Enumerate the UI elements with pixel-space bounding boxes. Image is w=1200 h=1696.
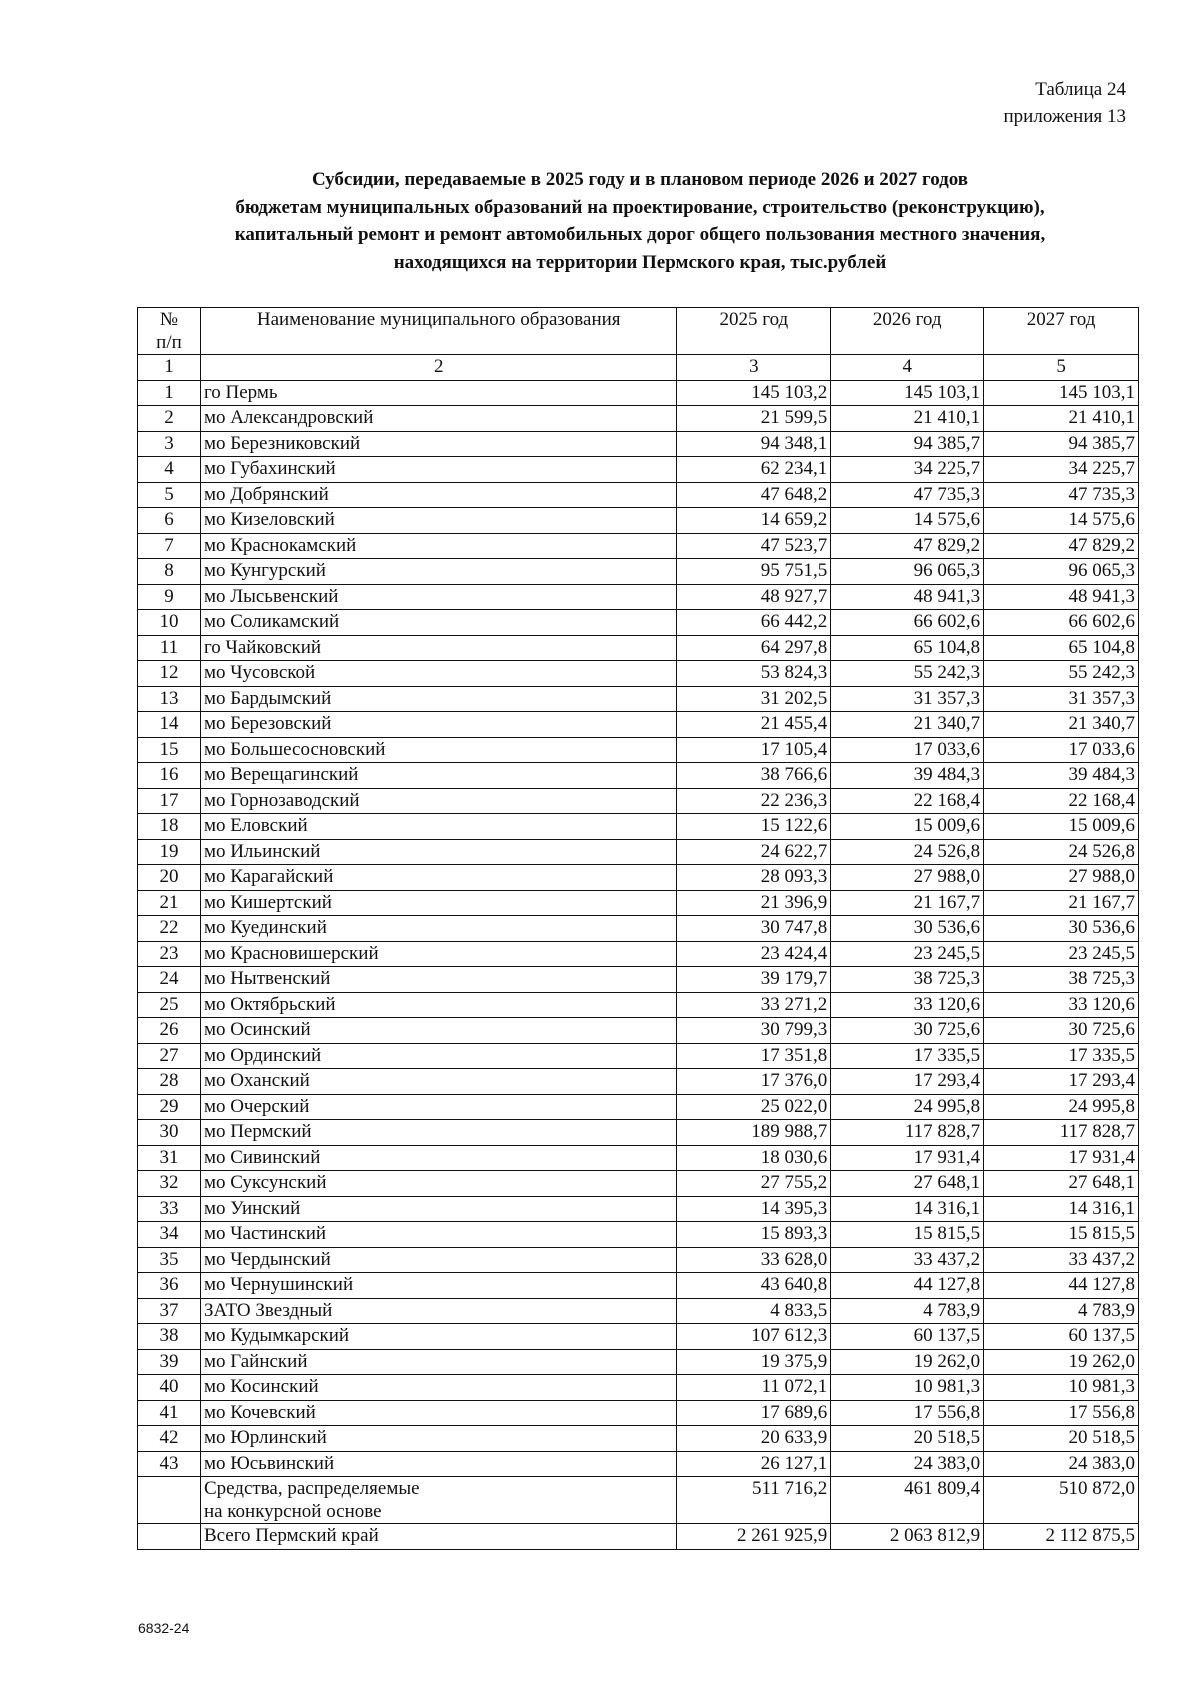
value-2027: 14 316,1 [984,1196,1139,1222]
value-2027: 47 735,3 [984,482,1139,508]
municipality-name: мо Большесосновский [200,737,677,763]
value-2026: 47 829,2 [831,533,984,559]
value-2026: 24 383,0 [831,1451,984,1477]
municipality-name: мо Губахинский [200,457,677,483]
value-2026: 30 725,6 [831,1018,984,1044]
municipality-name: мо Александровский [200,406,677,432]
municipality-name: мо Частинский [200,1222,677,1248]
table-row [138,992,1139,1018]
competitive-funds-label [200,1477,677,1524]
value-2025: 28 093,3 [677,865,831,891]
column-header-2026: 2026 год [831,308,984,355]
table-row [138,941,1139,967]
table-number: Таблица 24 [1035,79,1126,100]
competitive-funds-label-line: Средства, распределяемые [203,1478,420,1499]
table-row [138,916,1139,942]
value-2025: 15 122,6 [677,814,831,840]
table-row [138,890,1139,916]
value-2025: 33 271,2 [677,992,831,1018]
value-2027: 17 931,4 [984,1145,1139,1171]
row-number: 3 [138,431,201,457]
total-2026: 2 063 812,9 [831,1524,984,1550]
value-2027: 17 556,8 [984,1400,1139,1426]
value-2027: 23 245,5 [984,941,1139,967]
municipality-name: мо Березниковский [200,431,677,457]
value-2026: 65 104,8 [831,635,984,661]
value-2026: 145 103,1 [831,380,984,406]
municipality-name: мо Нытвенский [200,967,677,993]
table-row [138,1324,1139,1350]
value-2027: 24 383,0 [984,1451,1139,1477]
appendix-number: приложения 13 [1003,106,1126,127]
municipality-name: мо Березовский [200,712,677,738]
column-index: 3 [677,355,831,381]
table-header-row [138,308,1139,355]
row-number: 21 [138,890,201,916]
value-2026: 17 293,4 [831,1069,984,1095]
value-2026: 94 385,7 [831,431,984,457]
municipality-name: мо Оханский [200,1069,677,1095]
table-row [138,1196,1139,1222]
value-2026: 33 120,6 [831,992,984,1018]
row-number: 23 [138,941,201,967]
municipality-name: мо Ильинский [200,839,677,865]
subsidies-table [137,307,1139,1550]
municipality-name: мо Горнозаводский [200,788,677,814]
value-2027: 22 168,4 [984,788,1139,814]
column-index: 5 [984,355,1139,381]
value-2025: 14 659,2 [677,508,831,534]
competitive-funds-label-line: на конкурсной основе [203,1501,382,1522]
value-2026: 15 815,5 [831,1222,984,1248]
value-2025: 39 179,7 [677,967,831,993]
value-2025: 21 599,5 [677,406,831,432]
value-2025: 43 640,8 [677,1273,831,1299]
column-header-2025: 2025 год [677,308,831,355]
value-2025: 47 648,2 [677,482,831,508]
value-2026: 31 357,3 [831,686,984,712]
table-row [138,763,1139,789]
table-row [138,380,1139,406]
value-2027: 33 437,2 [984,1247,1139,1273]
municipality-name: мо Юсьвинский [200,1451,677,1477]
value-2027: 30 725,6 [984,1018,1139,1044]
row-number: 1 [138,380,201,406]
value-2026: 10 981,3 [831,1375,984,1401]
value-2027: 4 783,9 [984,1298,1139,1324]
row-number: 6 [138,508,201,534]
title-line: капитальный ремонт и ремонт автомобильных дорог общего пользования местного значения, [234,224,1046,245]
table-row [138,1171,1139,1197]
competitive-funds-row [138,1477,1139,1524]
value-2025: 17 351,8 [677,1043,831,1069]
municipality-name: мо Юрлинский [200,1426,677,1452]
municipality-name: мо Пермский [200,1120,677,1146]
municipality-name: мо Верещагинский [200,763,677,789]
table-row [138,482,1139,508]
municipality-name: го Чайковский [200,635,677,661]
row-number: 41 [138,1400,201,1426]
row-number: 38 [138,1324,201,1350]
municipality-name: мо Гайнский [200,1349,677,1375]
value-2027: 30 536,6 [984,916,1139,942]
value-2025: 30 799,3 [677,1018,831,1044]
row-number: 34 [138,1222,201,1248]
value-2025: 38 766,6 [677,763,831,789]
value-2025: 66 442,2 [677,610,831,636]
table-row [138,1094,1139,1120]
row-number: 36 [138,1273,201,1299]
row-number: 13 [138,686,201,712]
column-index: 4 [831,355,984,381]
table-reference [1004,76,1126,130]
municipality-name: мо Карагайский [200,865,677,891]
municipality-name: го Пермь [200,380,677,406]
municipality-name: мо Осинский [200,1018,677,1044]
row-number: 7 [138,533,201,559]
row-number: 4 [138,457,201,483]
value-2027: 38 725,3 [984,967,1139,993]
municipality-name: мо Чердынский [200,1247,677,1273]
title-line: находящихся на территории Пермского края, тыс.рублей [393,251,887,273]
municipality-name: мо Чернушинский [200,1273,677,1299]
value-2027: 47 829,2 [984,533,1139,559]
value-2027: 94 385,7 [984,431,1139,457]
competitive-2026: 461 809,4 [831,1477,984,1524]
value-2027: 31 357,3 [984,686,1139,712]
row-number: 27 [138,1043,201,1069]
value-2027: 21 167,7 [984,890,1139,916]
value-2026: 14 575,6 [831,508,984,534]
document-code: 6832-24 [138,1620,190,1636]
table-row [138,457,1139,483]
value-2026: 55 242,3 [831,661,984,687]
value-2026: 30 536,6 [831,916,984,942]
value-2026: 33 437,2 [831,1247,984,1273]
table-row [138,1069,1139,1095]
value-2025: 47 523,7 [677,533,831,559]
value-2027: 17 293,4 [984,1069,1139,1095]
table-row [138,712,1139,738]
row-number: 39 [138,1349,201,1375]
value-2025: 26 127,1 [677,1451,831,1477]
total-row [138,1524,1139,1550]
row-number: 17 [138,788,201,814]
column-header-number-abbr: п/п [156,332,182,353]
value-2027: 21 340,7 [984,712,1139,738]
value-2025: 23 424,4 [677,941,831,967]
value-2027: 27 988,0 [984,865,1139,891]
value-2027: 21 410,1 [984,406,1139,432]
row-number: 16 [138,763,201,789]
value-2025: 31 202,5 [677,686,831,712]
municipality-name: мо Кизеловский [200,508,677,534]
value-2027: 14 575,6 [984,508,1139,534]
table-row [138,1222,1139,1248]
table-row [138,1298,1139,1324]
value-2025: 4 833,5 [677,1298,831,1324]
municipality-name: мо Куединский [200,916,677,942]
table-row [138,661,1139,687]
row-number: 29 [138,1094,201,1120]
value-2027: 96 065,3 [984,559,1139,585]
column-header-name: Наименование муниципального образования [200,308,677,355]
municipality-name: мо Еловский [200,814,677,840]
value-2026: 34 225,7 [831,457,984,483]
value-2027: 44 127,8 [984,1273,1139,1299]
value-2025: 17 376,0 [677,1069,831,1095]
table-row [138,1043,1139,1069]
value-2026: 4 783,9 [831,1298,984,1324]
value-2025: 145 103,2 [677,380,831,406]
value-2026: 117 828,7 [831,1120,984,1146]
table-row [138,865,1139,891]
table-row [138,508,1139,534]
value-2026: 21 340,7 [831,712,984,738]
value-2026: 96 065,3 [831,559,984,585]
table-row [138,610,1139,636]
value-2025: 17 105,4 [677,737,831,763]
value-2025: 48 927,7 [677,584,831,610]
municipality-name: мо Кунгурский [200,559,677,585]
value-2027: 15 815,5 [984,1222,1139,1248]
value-2026: 39 484,3 [831,763,984,789]
row-number: 43 [138,1451,201,1477]
value-2027: 24 995,8 [984,1094,1139,1120]
value-2027: 27 648,1 [984,1171,1139,1197]
value-2027: 33 120,6 [984,992,1139,1018]
total-2025: 2 261 925,9 [677,1524,831,1550]
table-body [138,380,1139,1477]
value-2027: 48 941,3 [984,584,1139,610]
value-2026: 20 518,5 [831,1426,984,1452]
value-2027: 65 104,8 [984,635,1139,661]
value-2027: 17 335,5 [984,1043,1139,1069]
table-row [138,1273,1139,1299]
row-number: 12 [138,661,201,687]
row-number: 19 [138,839,201,865]
value-2025: 19 375,9 [677,1349,831,1375]
title-line: Субсидии, передаваемые в 2025 году и в плановом периоде 2026 и 2027 годов [311,169,969,190]
table-row [138,1247,1139,1273]
table-row [138,1451,1139,1477]
municipality-name: мо Уинский [200,1196,677,1222]
municipality-name: мо Сивинский [200,1145,677,1171]
row-number: 15 [138,737,201,763]
municipality-name: мо Кочевский [200,1400,677,1426]
row-number: 10 [138,610,201,636]
value-2026: 44 127,8 [831,1273,984,1299]
municipality-name: мо Суксунский [200,1171,677,1197]
table-row [138,839,1139,865]
value-2026: 17 556,8 [831,1400,984,1426]
value-2027: 117 828,7 [984,1120,1139,1146]
value-2026: 21 167,7 [831,890,984,916]
value-2026: 23 245,5 [831,941,984,967]
municipality-name: ЗАТО Звездный [200,1298,677,1324]
municipality-name: мо Ординский [200,1043,677,1069]
title-line: бюджетам муниципальных образований на проектирование, строительство (реконструкцию), [235,196,1045,218]
value-2026: 47 735,3 [831,482,984,508]
table-row [138,584,1139,610]
row-number-cell [138,1477,201,1524]
column-header-2027: 2027 год [984,308,1139,355]
row-number: 42 [138,1426,201,1452]
row-number: 31 [138,1145,201,1171]
municipality-name: мо Краснокамский [200,533,677,559]
municipality-name: мо Бардымский [200,686,677,712]
value-2027: 145 103,1 [984,380,1139,406]
row-number: 37 [138,1298,201,1324]
table-row [138,406,1139,432]
table-row [138,1349,1139,1375]
value-2026: 15 009,6 [831,814,984,840]
row-number: 11 [138,635,201,661]
row-number: 32 [138,1171,201,1197]
value-2026: 27 648,1 [831,1171,984,1197]
value-2026: 24 995,8 [831,1094,984,1120]
column-header-number-sign: № [159,309,179,330]
row-number: 35 [138,1247,201,1273]
municipality-name: мо Кудымкарский [200,1324,677,1350]
row-number: 30 [138,1120,201,1146]
column-index: 1 [138,355,201,381]
value-2025: 33 628,0 [677,1247,831,1273]
value-2027: 34 225,7 [984,457,1139,483]
value-2026: 17 335,5 [831,1043,984,1069]
row-number: 40 [138,1375,201,1401]
column-index: 2 [200,355,677,381]
row-number: 26 [138,1018,201,1044]
table-row [138,737,1139,763]
value-2026: 24 526,8 [831,839,984,865]
row-number-cell [138,1524,201,1550]
value-2027: 24 526,8 [984,839,1139,865]
municipality-name: мо Косинский [200,1375,677,1401]
municipality-name: мо Добрянский [200,482,677,508]
table-row [138,635,1139,661]
value-2026: 14 316,1 [831,1196,984,1222]
value-2026: 17 033,6 [831,737,984,763]
value-2025: 22 236,3 [677,788,831,814]
row-number: 28 [138,1069,201,1095]
value-2026: 22 168,4 [831,788,984,814]
value-2025: 30 747,8 [677,916,831,942]
table-row [138,814,1139,840]
municipality-name: мо Соликамский [200,610,677,636]
row-number: 8 [138,559,201,585]
value-2027: 10 981,3 [984,1375,1139,1401]
table-row [138,559,1139,585]
row-number: 33 [138,1196,201,1222]
value-2026: 19 262,0 [831,1349,984,1375]
row-number: 9 [138,584,201,610]
value-2026: 60 137,5 [831,1324,984,1350]
value-2027: 39 484,3 [984,763,1139,789]
value-2025: 11 072,1 [677,1375,831,1401]
value-2025: 24 622,7 [677,839,831,865]
table-row [138,1375,1139,1401]
row-number: 25 [138,992,201,1018]
competitive-2027: 510 872,0 [984,1477,1139,1524]
row-number: 20 [138,865,201,891]
table-row [138,967,1139,993]
total-label: Всего Пермский край [200,1524,677,1550]
value-2025: 64 297,8 [677,635,831,661]
value-2027: 17 033,6 [984,737,1139,763]
value-2025: 21 455,4 [677,712,831,738]
table-row [138,1426,1139,1452]
value-2025: 62 234,1 [677,457,831,483]
value-2025: 15 893,3 [677,1222,831,1248]
value-2025: 107 612,3 [677,1324,831,1350]
value-2026: 38 725,3 [831,967,984,993]
value-2026: 27 988,0 [831,865,984,891]
value-2026: 17 931,4 [831,1145,984,1171]
value-2025: 17 689,6 [677,1400,831,1426]
value-2025: 20 633,9 [677,1426,831,1452]
municipality-name: мо Октябрьский [200,992,677,1018]
value-2025: 21 396,9 [677,890,831,916]
value-2026: 21 410,1 [831,406,984,432]
document-title [140,166,1140,276]
value-2026: 48 941,3 [831,584,984,610]
municipality-name: мо Очерский [200,1094,677,1120]
value-2025: 27 755,2 [677,1171,831,1197]
total-2027: 2 112 875,5 [984,1524,1139,1550]
row-number: 5 [138,482,201,508]
table-row [138,533,1139,559]
municipality-name: мо Чусовской [200,661,677,687]
value-2025: 95 751,5 [677,559,831,585]
value-2027: 60 137,5 [984,1324,1139,1350]
value-2025: 14 395,3 [677,1196,831,1222]
table-row [138,1120,1139,1146]
value-2026: 66 602,6 [831,610,984,636]
value-2027: 20 518,5 [984,1426,1139,1452]
row-number: 18 [138,814,201,840]
table-row [138,686,1139,712]
value-2025: 189 988,7 [677,1120,831,1146]
value-2027: 66 602,6 [984,610,1139,636]
value-2027: 55 242,3 [984,661,1139,687]
value-2025: 53 824,3 [677,661,831,687]
column-index-row [138,355,1139,381]
value-2025: 25 022,0 [677,1094,831,1120]
table-row [138,1400,1139,1426]
competitive-2025: 511 716,2 [677,1477,831,1524]
row-number: 2 [138,406,201,432]
table-row [138,788,1139,814]
column-header-number [138,308,201,355]
municipality-name: мо Лысьвенский [200,584,677,610]
municipality-name: мо Красновишерский [200,941,677,967]
value-2025: 94 348,1 [677,431,831,457]
row-number: 14 [138,712,201,738]
row-number: 24 [138,967,201,993]
row-number: 22 [138,916,201,942]
table-row [138,1145,1139,1171]
value-2025: 18 030,6 [677,1145,831,1171]
table-row [138,431,1139,457]
value-2027: 19 262,0 [984,1349,1139,1375]
municipality-name: мо Кишертский [200,890,677,916]
table-row [138,1018,1139,1044]
value-2027: 15 009,6 [984,814,1139,840]
